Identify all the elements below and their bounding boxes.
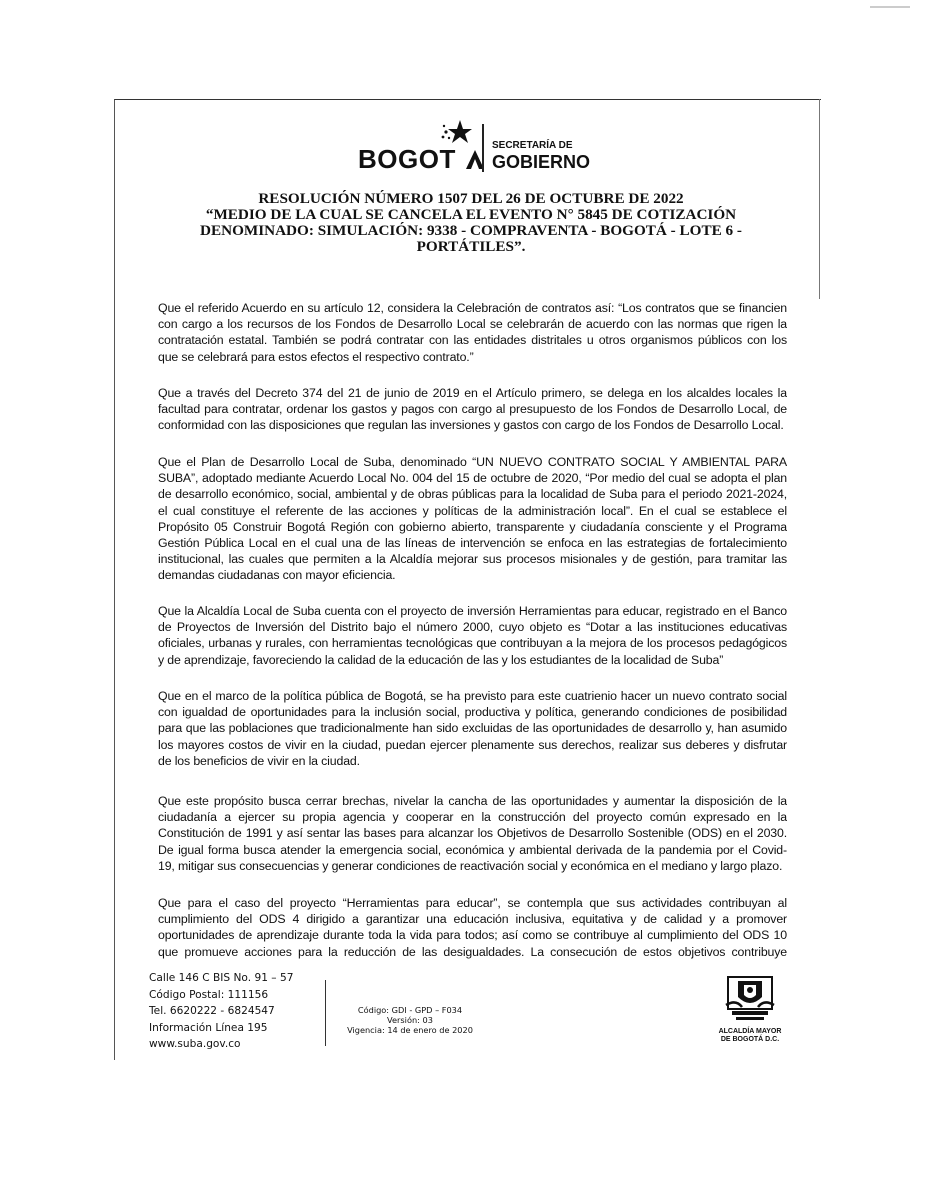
text-line: los mayores costos de vivir en la ciudad, puedan ejercer plenamente sus derechos, realizar sus deberes y disfrutar xyxy=(158,737,787,752)
footer-address-line: Información Línea 195 xyxy=(149,1021,268,1034)
text-line: SUBA”, adoptado mediante Acuerdo Local No. 004 del 15 de octubre de 2020, “Por medio del cual se adopta el plan xyxy=(158,471,787,486)
text-line: que se celebrará para estos efectos el respectivo contrato.” xyxy=(158,349,474,364)
text-line: 19, mitigar sus consecuencias y generar condiciones de reactivación social y económica en el mediano y largo plazo. xyxy=(158,858,783,873)
paragraph-plan-desarrollo xyxy=(158,454,787,584)
coat-of-arms-icon xyxy=(722,975,778,1023)
text-line: que promueve acciones para la reducción de las desigualdades. La consecución de estos objetivos contribuye xyxy=(158,944,787,959)
text-line: Que este propósito busca cerrar brechas, nivelar la cancha de las oportunidades y aumentar la disposición de la xyxy=(158,794,787,808)
text-line: con cargo a los recursos de los Fondos de Desarrollo Local se celebrarán de acuerdo con las normas que rigen la xyxy=(158,317,787,332)
text-line: Que el referido Acuerdo en su artículo 12, considera la Celebración de contratos así: “Los contratos que se financien xyxy=(158,301,787,315)
text-line: contratación estatal. También se podrá contratar con las entidades distritales u otros organismos públicos con los xyxy=(158,333,787,348)
footer-code-line: Código: GDI - GPD – F034 xyxy=(357,1005,463,1015)
text-line: Que el Plan de Desarrollo Local de Suba, denominado “UN NUEVO CONTRATO SOCIAL Y AMBIENTAL PARA xyxy=(158,455,787,469)
title-line: DENOMINADO: SIMULACIÓN: 9338 - COMPRAVENTA - BOGOTÁ - LOTE 6 - xyxy=(200,222,742,239)
page-frame-right-edge xyxy=(819,99,820,299)
alcaldia-line: ALCALDÍA MAYOR xyxy=(718,1028,782,1035)
footer-address-line: Calle 146 C BIS No. 91 – 57 xyxy=(149,972,294,984)
title-line: “MEDIO DE LA CUAL SE CANCELA EL EVENTO N° 5845 DE COTIZACIÓN xyxy=(205,206,737,223)
text-line: de desarrollo económico, social, ambiental y de obras públicas para la localidad de Suba para el periodo 2021-2024, xyxy=(158,487,787,502)
text-line: ciudadanía a ejercer su propia agencia y cooperar en la construcción del proyecto común expresado en la xyxy=(158,810,787,825)
title-line: RESOLUCIÓN NÚMERO 1507 DEL 26 DE OCTUBRE DE 2022 xyxy=(258,190,684,207)
text-line: y de aprendizaje, favoreciendo la calidad de la educación de las y los estudiantes de la localidad de Suba” xyxy=(158,652,724,667)
text-line: Que a través del Decreto 374 del 21 de junio de 2019 en el Artículo primero, se delega en los alcaldes locales la xyxy=(158,386,787,400)
paragraph-politica-publica xyxy=(158,688,787,769)
paragraph-decreto-374 xyxy=(158,385,787,434)
text-line: Que en el marco de la política pública de Bogotá, se ha previsto para este cuatrienio hacer un nuevo contrato social xyxy=(158,689,787,703)
text-line: para que las poblaciones que tradicionalmente han sido excluidas de las oportunidades de desarrollo y, han asumido xyxy=(158,721,787,736)
text-line: demandas ciudadanas con mayor eficiencia. xyxy=(158,568,396,583)
text-line: el cual constituye el referente de las acciones y políticas de la administración local”. En el cual se establece el xyxy=(158,503,787,518)
text-line: con igualdad de oportunidades para la inclusión social, productiva y política, generando condiciones de posibilidad xyxy=(158,705,787,720)
footer-address-line: Código Postal: 111156 xyxy=(149,988,269,1001)
gobierno-label: GOBIERNO xyxy=(492,152,591,172)
text-line: Que para el caso del proyecto “Herramientas para educar”, se contempla que sus actividades contribuyan al xyxy=(158,896,787,910)
title-line: PORTÁTILES”. xyxy=(416,238,526,255)
text-line: facultad para contratar, ordenar los gastos y pagos con cargo al presupuesto de los Fondos de Desarrollo Local, de xyxy=(158,402,787,417)
footer-website: www.suba.gov.co xyxy=(149,1038,241,1051)
star-logo-icon xyxy=(440,118,474,148)
footer-address xyxy=(149,970,293,1053)
text-line: de Proyectos de Inversión del Distrito bajo el número 2000, cuyo objeto es “Dotar a las instituciones educativas xyxy=(158,620,787,635)
text-line: cumplimiento del ODS 4 dirigido a garantizar una educación inclusiva, equitativa y de calidad y a promover xyxy=(158,912,787,927)
text-line: oficiales, urbanas y rurales, con herramientas tecnológicas que contribuyan a la mejora de los procesos pedagógicos xyxy=(158,636,787,651)
footer-code-line: Versión: 03 xyxy=(387,1015,433,1026)
alcaldia-seal xyxy=(706,975,794,1044)
footer-document-code xyxy=(330,1005,490,1036)
footer-address-line: Tel. 6620222 - 6824547 xyxy=(149,1005,275,1018)
footer-code-line: Vigencia: 14 de enero de 2020 xyxy=(347,1025,473,1036)
letterhead-divider xyxy=(482,124,484,172)
text-line: de los beneficios de vivir en la ciudad. xyxy=(158,753,360,768)
paragraph-proposito-brechas xyxy=(158,793,787,874)
text-line: conformidad con las disposiciones que regulan las inversiones y gastos con cargo de los Fondos de Desarrollo Local. xyxy=(158,418,784,433)
text-line: Gestión Pública Local en el cual una de las líneas de intervención se enfoca en las estrategias de fortalecimiento xyxy=(158,536,787,551)
alcaldia-line: DE BOGOTÁ D.C. xyxy=(720,1036,780,1043)
text-line: Que la Alcaldía Local de Suba cuenta con el proyecto de inversión Herramientas para educar, registrado en el Banco xyxy=(158,604,787,618)
paragraph-herramientas-educar xyxy=(158,895,787,960)
text-line: Propósito 05 Construir Bogotá Región con gobierno abierto, transparente y ciudadanía consciente y el Programa xyxy=(158,519,787,534)
secretaria-label: SECRETARÍA DE xyxy=(492,140,573,151)
text-line: Constitución de 1991 y así sentar las bases para alcanzar los Objetivos de Desarrollo Sostenible (ODS) en el 2030. xyxy=(158,826,787,841)
footer-divider xyxy=(325,980,326,1046)
text-line: oportunidades de aprendizaje durante toda la vida para todos; así como se contribuye al cumplimiento del ODS 10 xyxy=(158,928,787,943)
letterhead xyxy=(340,118,600,180)
text-line: De igual forma busca atender la emergencia social, económica y ambiental derivada de la pandemia por el Covid- xyxy=(158,842,787,857)
bogota-logo-text: BOGOT xyxy=(358,144,486,175)
paragraph-proyecto-inversion xyxy=(158,603,787,668)
paragraph-acuerdo-articulo-12 xyxy=(158,300,787,365)
resolution-title xyxy=(175,191,767,255)
text-line: institucional, las cuales que permiten a la Alcaldía mejorar sus procesos misionales y de gestión, para tramitar las xyxy=(158,552,787,567)
scan-artifact xyxy=(870,6,910,8)
